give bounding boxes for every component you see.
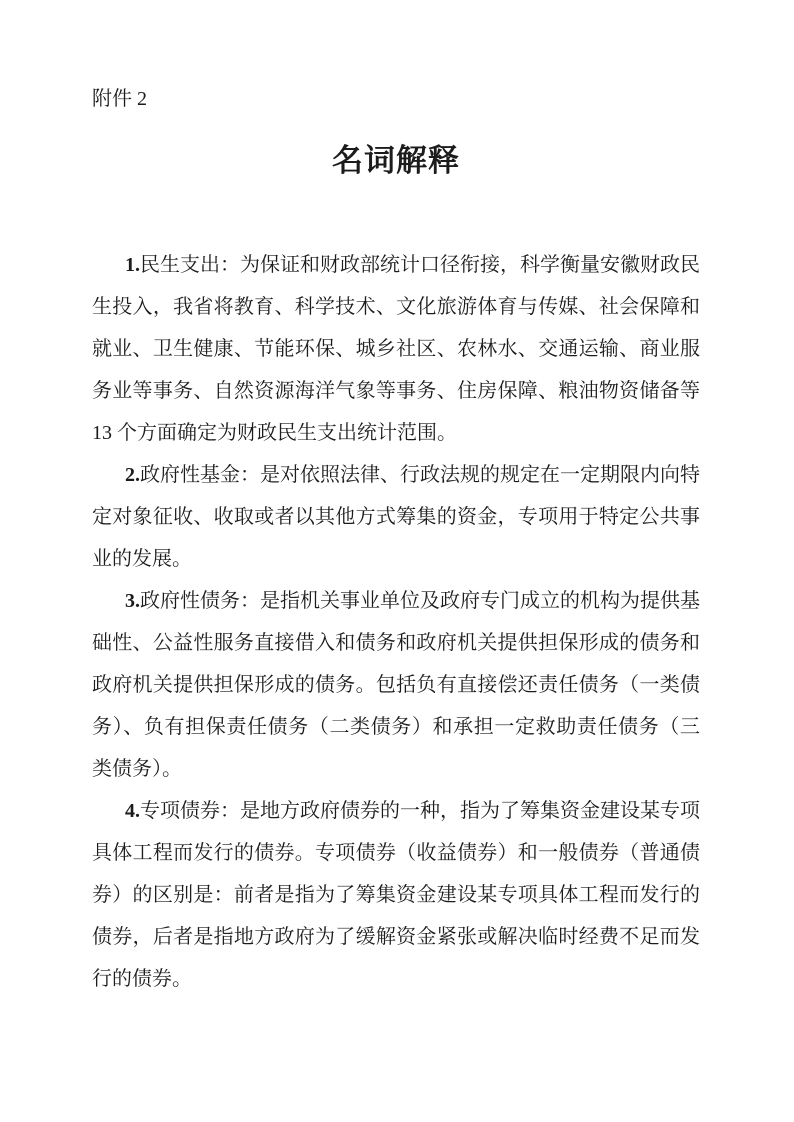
- term-name: 政府性债务：: [140, 590, 260, 612]
- document-title: 名词解释: [332, 143, 460, 178]
- term-number: 2.: [125, 464, 140, 486]
- term-paragraph-government-debt: [92, 580, 700, 790]
- term-paragraph-government-funds: [92, 454, 700, 580]
- term-name: 政府性基金：: [140, 464, 260, 486]
- term-definition: 是地方政府债券的一种，指为了筹集资金建设某专项具体工程而发行的债券。专项债券（收益债券）和一般债券（普通债券）的区别是：前者是指为了筹集资金建设某专项具体工程而发行的债券，后者是指地方政府为了缓解资金紧张或解决临时经费不足而发行的债券。: [92, 800, 700, 990]
- term-definition: 是指机关事业单位及政府专门成立的机构为提供基础性、公益性服务直接借入和债务和政府机关提供担保形成的债务和政府机关提供担保形成的债务。包括负有直接偿还责任债务（一类债务）、负有担保责任债务（二类债务）和承担一定救助责任债务（三类债务）。: [92, 590, 700, 780]
- term-number: 4.: [125, 800, 140, 822]
- term-name: 民生支出：: [140, 254, 240, 276]
- document-body: [92, 244, 700, 1000]
- term-number: 3.: [125, 590, 140, 612]
- term-definition: 是对依照法律、行政法规的规定在一定期限内向特定对象征收、收取或者以其他方式筹集的资金，专项用于特定公共事业的发展。: [92, 464, 700, 570]
- term-name: 专项债券：: [140, 800, 240, 822]
- term-paragraph-livelihood-expenditure: [92, 244, 700, 454]
- term-definition: 为保证和财政部统计口径衔接，科学衡量安徽财政民生投入，我省将教育、科学技术、文化旅游体育与传媒、社会保障和就业、卫生健康、节能环保、城乡社区、农林水、交通运输、商业服务业等事务、自然资源海洋气象等事务、住房保障、粮油物资储备等 13 个方面确定为财政民生支出统计范围。: [92, 254, 700, 444]
- term-number: 1.: [125, 254, 140, 276]
- attachment-label: 附件 2: [92, 88, 147, 110]
- term-paragraph-special-bonds: [92, 790, 700, 1000]
